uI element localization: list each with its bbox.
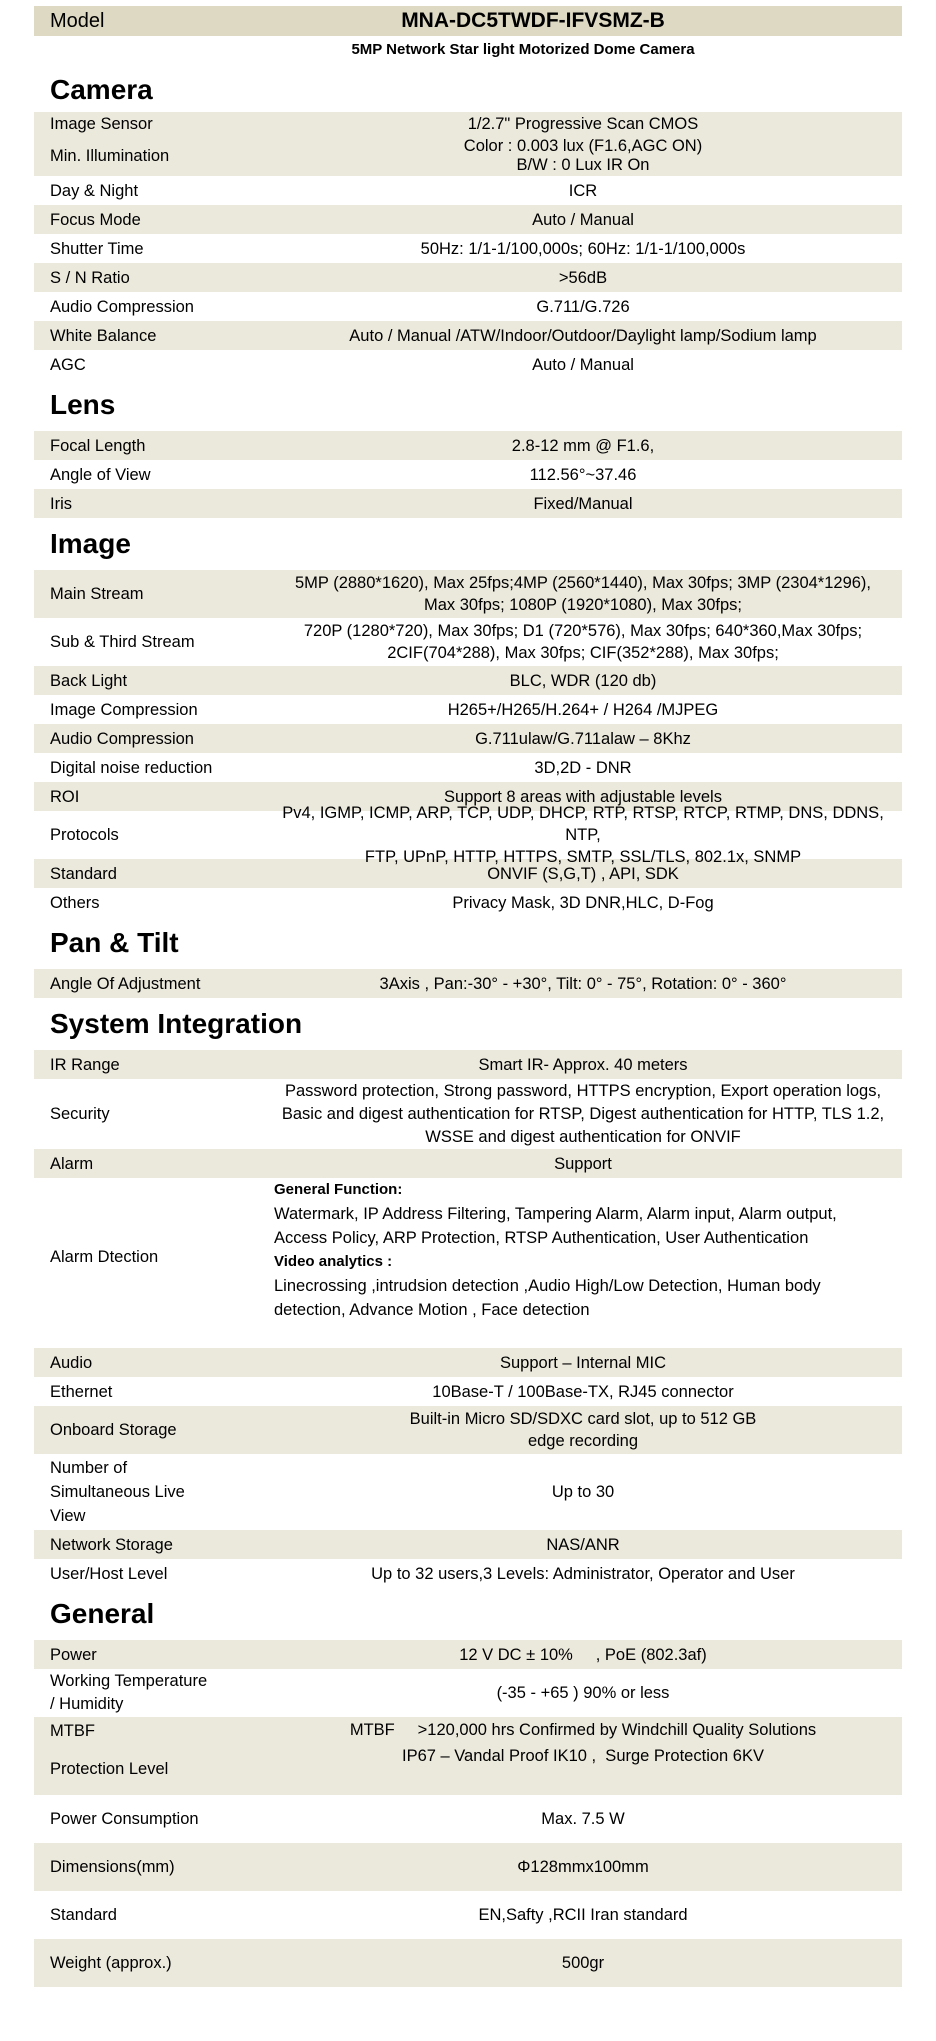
- spec-row: [34, 1843, 902, 1891]
- spec-row: [34, 460, 902, 489]
- section-camera: Camera: [50, 74, 153, 105]
- spec-key: Focus Mode: [50, 210, 141, 229]
- spec-row: [34, 1795, 902, 1843]
- spec-value: 3D,2D - DNR: [534, 758, 632, 777]
- spec-row: [34, 1939, 902, 1987]
- spec-value: Auto / Manual /ATW/Indoor/Outdoor/Daylight lamp/Sodium lamp: [349, 326, 817, 345]
- spec-value: 112.56°~37.46: [529, 465, 637, 484]
- spec-value: 3Axis , Pan:-30° - +30°, Tilt: 0° - 75°, Rotation: 0° - 360°: [379, 974, 787, 993]
- spec-key: Focal Length: [50, 436, 146, 455]
- section-image: Image: [50, 528, 131, 559]
- spec-row: [34, 1178, 902, 1348]
- spec-value: ICR: [568, 181, 598, 200]
- spec-value: 2.8-12 mm @ F1.6,: [511, 436, 655, 455]
- spec-row: [34, 263, 902, 292]
- spec-key: Audio: [50, 1353, 93, 1372]
- spec-key: Alarm: [50, 1154, 94, 1173]
- spec-row: [34, 1669, 902, 1717]
- spec-value: General Function: Watermark, IP Address Filtering, Tampering Alarm, Alarm input, Alarm output, Access Policy, ARP Protection, RTSP Authentication, User Authentication Video analytics : Linecrossing ,intrudsion detection ,Audio High/Low Detection, Human body detection, Advance Motion , Face detection: [274, 1181, 837, 1319]
- spec-key: Audio Compression: [50, 729, 194, 748]
- spec-key: Others: [50, 893, 100, 912]
- spec-key: Angle Of Adjustment: [50, 974, 201, 993]
- spec-key: Weight (approx.): [50, 1954, 172, 1972]
- spec-value: EN,Safty ,RCII Iran standard: [478, 1906, 688, 1924]
- spec-value: Φ128mmx100mm: [517, 1858, 649, 1876]
- spec-value: BLC, WDR (120 db): [509, 671, 657, 690]
- spec-value: >56dB: [558, 268, 608, 287]
- spec-value: G.711/G.726: [536, 297, 630, 316]
- spec-value: G.711ulaw/G.711alaw – 8Khz: [475, 729, 691, 748]
- spec-value: Privacy Mask, 3D DNR,HLC, D-Fog: [452, 893, 714, 912]
- spec-value: MTBF >120,000 hrs Confirmed by Windchill Quality Solutions IP67 – Vandal Proof IK10 , Surge Protection 6KV: [349, 1721, 817, 1765]
- product-subtitle: 5MP Network Star light Motorized Dome Camera: [351, 41, 695, 58]
- spec-value: 50Hz: 1/1-1/100,000s; 60Hz: 1/1-1/100,000s: [420, 239, 746, 258]
- spec-key: ROI: [50, 787, 80, 806]
- spec-row: [34, 112, 902, 136]
- spec-key: Power: [50, 1645, 97, 1664]
- model-label: Model: [50, 9, 105, 32]
- spec-value: Built-in Micro SD/SDXC card slot, up to 512 GB edge recording: [409, 1410, 757, 1450]
- spec-value: 5MP (2880*1620), Max 25fps;4MP (2560*1440), Max 30fps; 3MP (2304*1296), Max 30fps; 1080P (1920*1080), Max 30fps;: [294, 574, 872, 614]
- spec-row: [34, 205, 902, 234]
- spec-key: Standard: [50, 1906, 117, 1924]
- spec-key: AGC: [50, 355, 86, 374]
- spec-value: Color : 0.003 lux (F1.6,AGC ON) B/W : 0 Lux IR On: [463, 137, 703, 174]
- spec-key: Back Light: [50, 671, 128, 690]
- section-general: General: [50, 1598, 155, 1629]
- spec-value: Auto / Manual: [532, 355, 634, 374]
- spec-key: Number of Simultaneous Live View: [50, 1459, 185, 1525]
- spec-row: [34, 176, 902, 205]
- spec-value: Support 8 areas with adjustable levels: [444, 787, 722, 806]
- spec-row: [34, 489, 902, 518]
- spec-value: NAS/ANR: [546, 1535, 620, 1554]
- spec-key: MTBF Protection Level: [50, 1722, 169, 1778]
- spec-key: Ethernet: [50, 1382, 113, 1401]
- spec-key: Min. Illumination: [50, 147, 170, 165]
- spec-key: Power Consumption: [50, 1810, 199, 1828]
- spec-row: [34, 1079, 902, 1149]
- spec-key: Working Temperature / Humidity: [50, 1672, 208, 1713]
- spec-sheet: [34, 6, 902, 1987]
- spec-value: Fixed/Manual: [533, 494, 633, 513]
- spec-row: [34, 350, 902, 379]
- spec-value: Auto / Manual: [532, 210, 634, 229]
- section-pan-tilt: Pan & Tilt: [50, 927, 179, 958]
- spec-key: Iris: [50, 494, 72, 513]
- spec-key: Onboard Storage: [50, 1421, 177, 1439]
- spec-row: [34, 1640, 902, 1669]
- spec-value: (-35 - +65 ) 90% or less: [496, 1684, 670, 1702]
- spec-key: Dimensions(mm): [50, 1858, 175, 1876]
- spec-row: [34, 570, 902, 618]
- model-row: [34, 6, 902, 36]
- spec-row: [34, 695, 902, 724]
- spec-key: Standard: [50, 864, 117, 883]
- spec-row: [34, 136, 902, 176]
- spec-value: Password protection, Strong password, HTTPS encryption, Export operation logs, Basic and digest authentication for RTSP, Digest authentication for HTTP, TLS 1.2, WSSE and digest authentication for ONVIF: [281, 1081, 885, 1146]
- spec-key: Main Stream: [50, 585, 144, 603]
- spec-value: 1/2.7" Progressive Scan CMOS: [467, 115, 699, 133]
- section-lens: Lens: [50, 389, 116, 420]
- spec-key: IR Range: [50, 1055, 120, 1074]
- spec-row: [34, 1559, 902, 1588]
- section-system-integration: System Integration: [50, 1008, 303, 1039]
- spec-key: Sub & Third Stream: [50, 633, 195, 651]
- spec-row: [34, 292, 902, 321]
- spec-key: Angle of View: [50, 465, 151, 484]
- spec-key: User/Host Level: [50, 1564, 168, 1583]
- spec-key: Digital noise reduction: [50, 758, 213, 777]
- spec-value: Up to 32 users,3 Levels: Administrator, Operator and User: [371, 1564, 795, 1583]
- spec-row: [34, 1406, 902, 1454]
- spec-row: [34, 1891, 902, 1939]
- spec-key: Audio Compression: [50, 297, 194, 316]
- spec-key: Protocols: [50, 826, 119, 844]
- spec-row: [34, 1717, 902, 1795]
- spec-row: [34, 753, 902, 782]
- spec-row: [34, 1348, 902, 1377]
- spec-value: 12 V DC ± 10% , PoE (802.3af): [459, 1645, 707, 1664]
- spec-row: [34, 1149, 902, 1178]
- spec-value: Pv4, IGMP, ICMP, ARP, TCP, UDP, DHCP, RTP, RTSP, RTCP, RTMP, DNS, DDNS, NTP, FTP, UPnP, HTTP, HTTPS, SMTP, SSL/TLS, 802.1x, SNMP: [282, 804, 884, 866]
- spec-value: 500gr: [561, 1954, 605, 1972]
- spec-key: Security: [50, 1105, 110, 1123]
- spec-value: 720P (1280*720), Max 30fps; D1 (720*576), Max 30fps; 640*360,Max 30fps; 2CIF(704*288), Max 30fps; CIF(352*288), Max 30fps;: [303, 622, 863, 662]
- spec-key: Shutter Time: [50, 239, 144, 258]
- spec-key: S / N Ratio: [50, 268, 130, 287]
- spec-row: [34, 888, 902, 917]
- spec-value: Support – Internal MIC: [500, 1353, 666, 1372]
- spec-value: 10Base-T / 100Base-TX, RJ45 connector: [432, 1382, 734, 1401]
- spec-key: Image Sensor: [50, 115, 153, 133]
- spec-value: Smart IR- Approx. 40 meters: [478, 1055, 688, 1074]
- spec-row: [34, 618, 902, 666]
- spec-key: Day & Night: [50, 181, 139, 200]
- spec-row: [34, 234, 902, 263]
- spec-row: [34, 804, 902, 866]
- spec-row: [34, 1050, 902, 1079]
- spec-value: ONVIF (S,G,T) , API, SDK: [487, 864, 679, 883]
- spec-row: [34, 1530, 902, 1559]
- spec-row: [34, 969, 902, 998]
- spec-row: [34, 1377, 902, 1406]
- spec-key: Alarm Dtection: [50, 1248, 159, 1266]
- spec-key: White Balance: [50, 326, 157, 345]
- spec-value: Up to 30: [551, 1483, 615, 1501]
- spec-row: [34, 1454, 902, 1530]
- spec-row: [34, 431, 902, 460]
- spec-value: H265+/H265/H.264+ / H264 /MJPEG: [447, 700, 719, 719]
- spec-key: Network Storage: [50, 1535, 173, 1554]
- model-value: MNA-DC5TWDF-IFVSMZ-B: [401, 9, 665, 32]
- spec-row: [34, 666, 902, 695]
- spec-row: [34, 321, 902, 350]
- spec-row: [34, 859, 902, 888]
- spec-value: Support: [554, 1154, 612, 1173]
- spec-key: Image Compression: [50, 700, 198, 719]
- spec-row: [34, 724, 902, 753]
- spec-value: Max. 7.5 W: [541, 1810, 625, 1828]
